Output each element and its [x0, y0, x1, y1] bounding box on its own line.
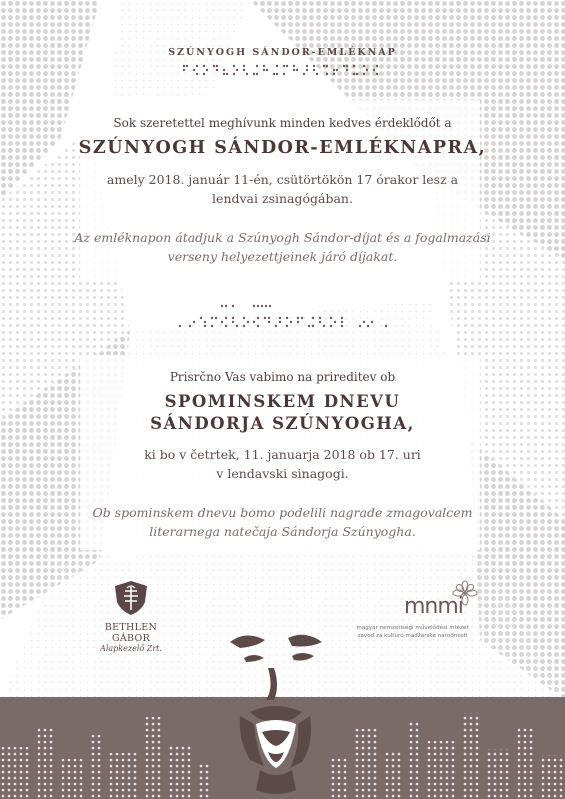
hungarian-award-line: Az emléknapon átadjuk a Szúnyogh Sándor-díjat és a fogalmazási — [74, 230, 491, 245]
hungarian-event-title: SZÚNYOGH SÁNDOR-EMLÉKNAPRA, — [78, 138, 487, 158]
slovenian-award-line: Ob spominskem dnevu bomo podelili nagrade zmagovalcem — [92, 505, 473, 520]
hungarian-detail-line: amely 2018. január 11-én, csütörtökön 17 órakor lesz a — [106, 172, 459, 187]
hungarian-award-line: verseny helyezettjeinek járó díjakat. — [167, 249, 398, 264]
hungarian-detail-line: lendvai zsinagógában. — [212, 191, 353, 206]
bethlen-gabor-name: BETHLEN GÁBOR — [104, 622, 158, 644]
slovenian-event-title — [0, 391, 565, 435]
portrait-illustration — [210, 620, 340, 799]
bethlen-gabor-logo — [86, 580, 176, 653]
slovenian-award-line: literarnega natečaja Sándorja Szúnyogha. — [149, 524, 416, 539]
mnmi-description-line: zavod za kulturo madžarske narodnosti — [357, 633, 468, 639]
braille-line-middle — [0, 302, 565, 332]
mnmi-description — [340, 624, 485, 640]
slovenian-detail-line: ki bo v četrtek, 11. januarja 2018 ob 17. uri — [144, 447, 421, 462]
slovenian-award-text — [0, 503, 565, 541]
slovenian-event-line: SPOMINSKEM DNEVU — [164, 392, 401, 411]
slovenian-invite-text: Prisrčno Vas vabimo na prireditev ob — [169, 370, 396, 384]
hungarian-event-details — [0, 170, 565, 208]
slovenian-event-line: SÁNDORJA SZÚNYOGHA, — [150, 414, 415, 433]
bethlen-gabor-subtitle: Alapkezelő Zrt. — [100, 644, 162, 653]
mnmi-description-line: magyar nemzetiségi művelődési intézet — [356, 625, 469, 631]
slovenian-detail-line: v lendavski sinagogi. — [216, 466, 349, 481]
header-title: SZÚNYOGH SÁNDOR-EMLÉKNAP — [168, 47, 397, 58]
slovenian-event-details — [0, 445, 565, 483]
braille-line-header — [0, 62, 565, 78]
hungarian-invite-text: Sok szeretettel meghívunk minden kedves érdeklődőt a — [113, 116, 452, 130]
shield-logo-icon — [113, 580, 149, 616]
mnmi-wordmark: mnmi — [404, 594, 463, 619]
hungarian-award-text — [0, 228, 565, 266]
